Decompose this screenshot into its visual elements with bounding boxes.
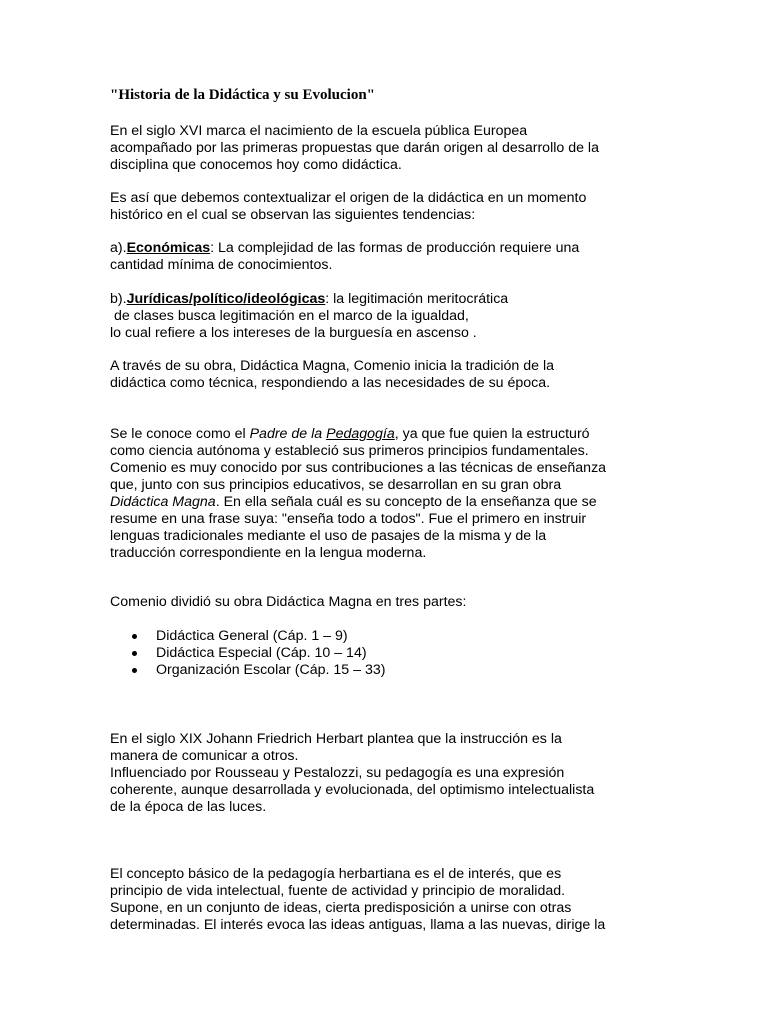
text-line: de la época de las luces. bbox=[110, 799, 267, 815]
text-line: resume en una frase suya: "enseña todo a todos". Fue el primero en instruir bbox=[110, 511, 587, 527]
text-line: Influenciado por Rousseau y Pestalozzi, su pedagogía es una expresión bbox=[110, 765, 565, 781]
text-line: de clases busca legitimación en el marco de la igualdad, bbox=[110, 308, 469, 324]
paragraph-comenio-obra bbox=[110, 358, 554, 392]
text-line: disciplina que conocemos hoy como didáctica. bbox=[110, 157, 402, 173]
list-item-text: Organización Escolar (Cáp. 15 – 33) bbox=[156, 662, 386, 678]
text-line: determinadas. El interés evoca las ideas antiguas, llama a las nuevas, dirige la bbox=[110, 917, 606, 933]
pedagogia-link[interactable]: Pedagogía bbox=[326, 426, 395, 442]
text-line: cantidad mínima de conocimientos. bbox=[110, 257, 333, 273]
text-segment: : la legitimación meritocrática bbox=[325, 291, 509, 307]
bullet-icon bbox=[132, 651, 137, 656]
text-segment: , ya que fue quien la estructuró bbox=[394, 426, 590, 442]
text-segment-italic: Didáctica Magna bbox=[110, 494, 216, 510]
text-line: histórico en el cual se observan las siguientes tendencias: bbox=[110, 207, 476, 223]
list-item bbox=[110, 662, 385, 679]
list-item-text: Didáctica Especial (Cáp. 10 – 14) bbox=[156, 645, 367, 661]
text-line: didáctica como técnica, respondiendo a las necesidades de su época. bbox=[110, 375, 551, 391]
document-title: "Historia de la Didáctica y su Evolucion" bbox=[110, 87, 375, 103]
text-line bbox=[110, 494, 606, 511]
text-line: lo cual refiere a los intereses de la burguesía en ascenso . bbox=[110, 325, 477, 341]
paragraph-juridicas bbox=[110, 291, 508, 342]
text-line: traducción correspondiente en la lengua moderna. bbox=[110, 545, 427, 561]
text-segment: : La complejidad de las formas de producción requiere una bbox=[210, 240, 580, 256]
text-segment: Se le conoce como el bbox=[110, 426, 250, 442]
text-line: A través de su obra, Didáctica Magna, Comenio inicia la tradición de la bbox=[110, 358, 554, 374]
text-line bbox=[110, 426, 606, 443]
paragraph-padre-pedagogia bbox=[110, 426, 606, 562]
text-line: En el siglo XIX Johann Friedrich Herbart plantea que la instrucción es la bbox=[110, 731, 562, 747]
list-prefix: a). bbox=[110, 240, 127, 256]
text-line: En el siglo XVI marca el nacimiento de la escuela pública Europea bbox=[110, 123, 528, 139]
label-juridicas: Jurídicas/político/ideológicas bbox=[126, 291, 326, 307]
text-segment-italic: Padre de la bbox=[249, 426, 327, 442]
text-line: acompañado por las primeras propuestas que darán origen al desarrollo de la bbox=[110, 140, 599, 156]
text-line: manera de comunicar a otros. bbox=[110, 748, 299, 764]
text-segment: . En ella señala cuál es su concepto de la enseñanza que se bbox=[215, 494, 597, 510]
text-line: Comenio dividió su obra Didáctica Magna en tres partes: bbox=[110, 594, 467, 610]
parts-list bbox=[110, 628, 385, 679]
text-line: Es así que debemos contextualizar el origen de la didáctica en un momento bbox=[110, 190, 587, 206]
text-line: Supone, en un conjunto de ideas, cierta predisposición a unirse con otras bbox=[110, 900, 572, 916]
list-prefix: b). bbox=[110, 291, 127, 307]
bullet-icon bbox=[132, 668, 137, 673]
text-line: como ciencia autónoma y estableció sus primeros principios fundamentales. bbox=[110, 443, 589, 459]
text-line bbox=[110, 240, 579, 257]
text-line bbox=[110, 291, 508, 308]
text-line: coherente, aunque desarrollada y evolucionada, del optimismo intelectualista bbox=[110, 782, 595, 798]
label-economicas: Económicas bbox=[126, 240, 211, 256]
list-item-text: Didáctica General (Cáp. 1 – 9) bbox=[156, 628, 348, 644]
text-line: que, junto con sus principios educativos, se desarrollan en su gran obra bbox=[110, 477, 562, 493]
paragraph-tres-partes bbox=[110, 594, 466, 611]
paragraph-siglo-xvi bbox=[110, 123, 599, 174]
list-item bbox=[110, 628, 385, 645]
paragraph-economicas bbox=[110, 240, 579, 274]
list-item bbox=[110, 645, 385, 662]
text-line: El concepto básico de la pedagogía herbartiana es el de interés, que es bbox=[110, 866, 562, 882]
text-line: Comenio es muy conocido por sus contribuciones a las técnicas de enseñanza bbox=[110, 460, 607, 476]
paragraph-contexto bbox=[110, 190, 586, 224]
bullet-icon bbox=[132, 634, 137, 639]
paragraph-interes bbox=[110, 866, 605, 934]
paragraph-herbart bbox=[110, 731, 594, 816]
text-line: lenguas tradicionales mediante el uso de pasajes de la misma y de la bbox=[110, 528, 547, 544]
text-line: principio de vida intelectual, fuente de actividad y principio de moralidad. bbox=[110, 883, 566, 899]
